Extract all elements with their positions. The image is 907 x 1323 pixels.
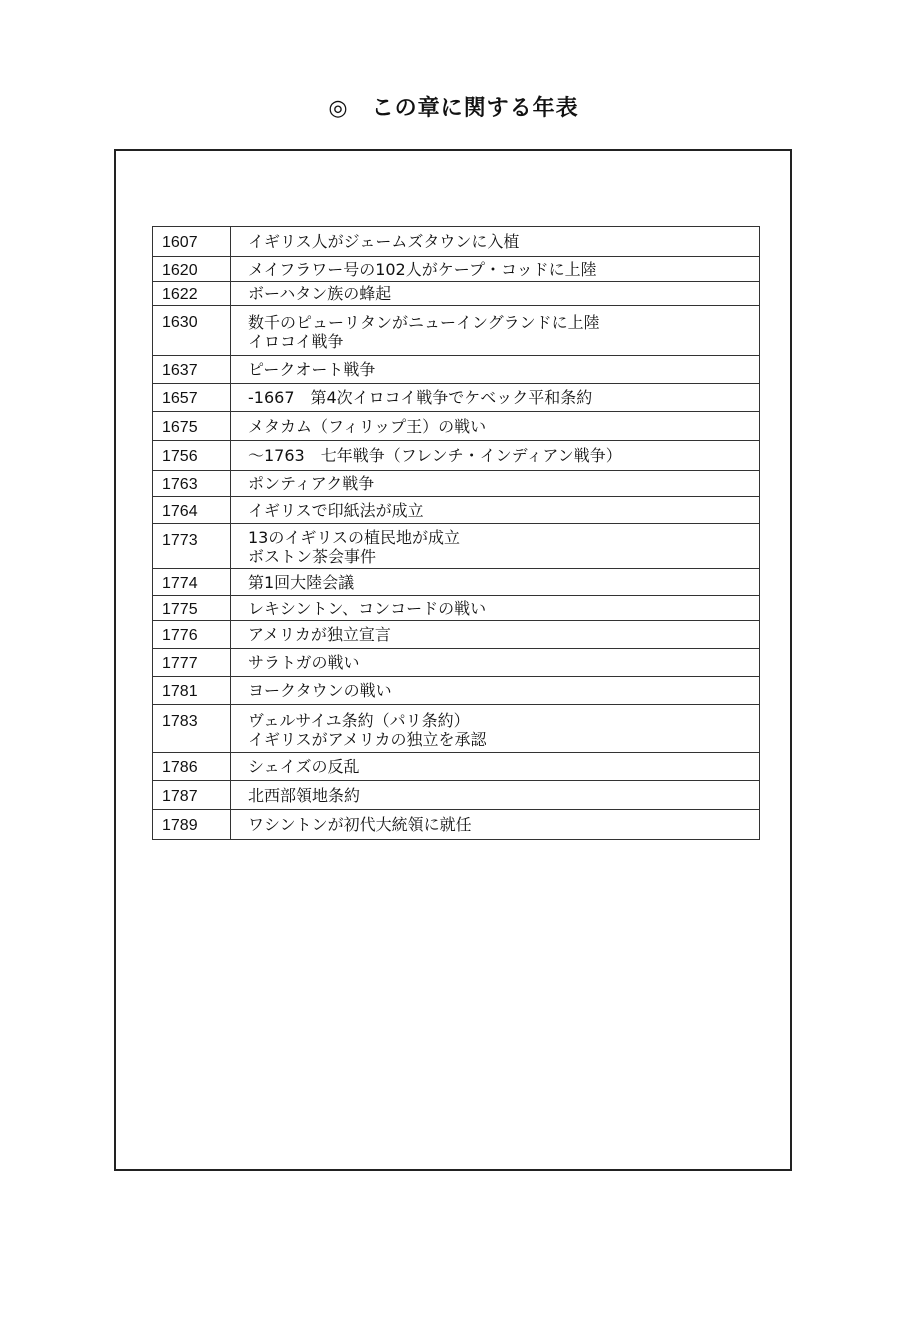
timeline-row: [153, 649, 760, 677]
timeline-event: [231, 257, 760, 282]
timeline-year: 1630: [153, 306, 231, 356]
timeline-event-line: 第1回大陸会議: [248, 572, 355, 592]
timeline-year: 1781: [153, 677, 231, 705]
timeline-year: 1607: [153, 227, 231, 257]
timeline-event-line: イロコイ戦争: [248, 331, 344, 351]
timeline-event-line: 北西部領地条約: [248, 785, 361, 805]
timeline-event-line: シェイズの反乱: [248, 757, 360, 776]
timeline-year: 1783: [153, 705, 231, 753]
timeline-event-line: ボストン茶会事件: [248, 547, 377, 566]
timeline-event-line: アメリカが独立宣言: [248, 625, 391, 644]
timeline-year: 1764: [153, 497, 231, 524]
timeline-year: 1756: [153, 441, 231, 471]
timeline-body: [153, 227, 760, 840]
timeline-event-line: イギリス人がジェームズタウンに入植: [248, 232, 520, 251]
timeline-year: 1787: [153, 781, 231, 810]
timeline-year: 1675: [153, 412, 231, 441]
timeline-year: 1775: [153, 596, 231, 621]
timeline-event: [231, 705, 760, 753]
timeline-event: [231, 441, 760, 471]
timeline-row: [153, 356, 760, 384]
timeline-year: 1776: [153, 621, 231, 649]
timeline-year: 1620: [153, 257, 231, 282]
timeline-event-line: ヴェルサイユ条約（パリ条約）: [248, 710, 470, 730]
timeline-year: 1637: [153, 356, 231, 384]
timeline-event-line: レキシントン、コンコードの戦い: [248, 598, 487, 618]
timeline-year: 1622: [153, 282, 231, 306]
timeline-row: [153, 441, 760, 471]
timeline-event: [231, 227, 760, 257]
timeline-event: [231, 596, 760, 621]
timeline-row: [153, 524, 760, 569]
timeline-row: [153, 621, 760, 649]
timeline-row: [153, 596, 760, 621]
timeline-row: [153, 282, 760, 306]
timeline-event-line: 13のイギリスの植民地が成立: [248, 528, 461, 547]
timeline-year: 1774: [153, 569, 231, 596]
timeline-row: [153, 705, 760, 753]
timeline-event-line: ポンティアク戦争: [248, 474, 375, 493]
timeline-event: [231, 282, 760, 306]
timeline-event-line: 数千のピューリタンがニューイングランドに上陸: [248, 312, 600, 332]
timeline-row: [153, 471, 760, 497]
timeline-row: [153, 677, 760, 705]
timeline-row: [153, 227, 760, 257]
timeline-row: [153, 306, 760, 356]
timeline-event: [231, 384, 760, 412]
timeline-table: [152, 226, 760, 840]
timeline-event: [231, 497, 760, 524]
timeline-event: [231, 412, 760, 441]
timeline-event-line: ボーハタン族の蜂起: [248, 284, 392, 303]
timeline-row: [153, 412, 760, 441]
timeline-event-line: メタカム（フィリップ王）の戦い: [248, 416, 487, 436]
timeline-row: [153, 569, 760, 596]
timeline-year: 1789: [153, 810, 231, 840]
timeline-event-line: ワシントンが初代大統領に就任: [248, 815, 472, 834]
timeline-event: [231, 781, 760, 810]
timeline-event-line: イギリスがアメリカの独立を承認: [248, 729, 487, 749]
timeline-event-line: ヨークタウンの戦い: [248, 681, 392, 700]
timeline-event-line: サラトガの戦い: [248, 653, 360, 672]
page-title: ◎ この章に関する年表: [328, 96, 579, 121]
timeline-event: [231, 649, 760, 677]
timeline-row: [153, 810, 760, 840]
timeline-event-line: メイフラワー号の102人がケープ・コッドに上陸: [248, 259, 597, 279]
timeline-event: [231, 753, 760, 781]
timeline-event: [231, 306, 760, 356]
timeline-year: 1763: [153, 471, 231, 497]
timeline-event: [231, 621, 760, 649]
timeline-row: [153, 497, 760, 524]
timeline-year: 1777: [153, 649, 231, 677]
timeline-event-line: ピークオート戦争: [248, 360, 376, 379]
timeline-row: [153, 384, 760, 412]
timeline-event: [231, 810, 760, 840]
timeline-event: [231, 471, 760, 497]
timeline-year: 1773: [153, 524, 231, 569]
timeline-row: [153, 257, 760, 282]
timeline-row: [153, 753, 760, 781]
timeline-row: [153, 781, 760, 810]
timeline-event: [231, 356, 760, 384]
timeline-event-line: ～1763 七年戦争（フレンチ・インディアン戦争）: [248, 446, 622, 465]
timeline-event-line: イギリスで印紙法が成立: [248, 500, 424, 520]
timeline-event-line: -1667 第4次イロコイ戦争でケベック平和条約: [248, 388, 593, 407]
timeline-event: [231, 677, 760, 705]
timeline-event: [231, 569, 760, 596]
timeline-year: 1657: [153, 384, 231, 412]
timeline-event: [231, 524, 760, 569]
timeline-year: 1786: [153, 753, 231, 781]
